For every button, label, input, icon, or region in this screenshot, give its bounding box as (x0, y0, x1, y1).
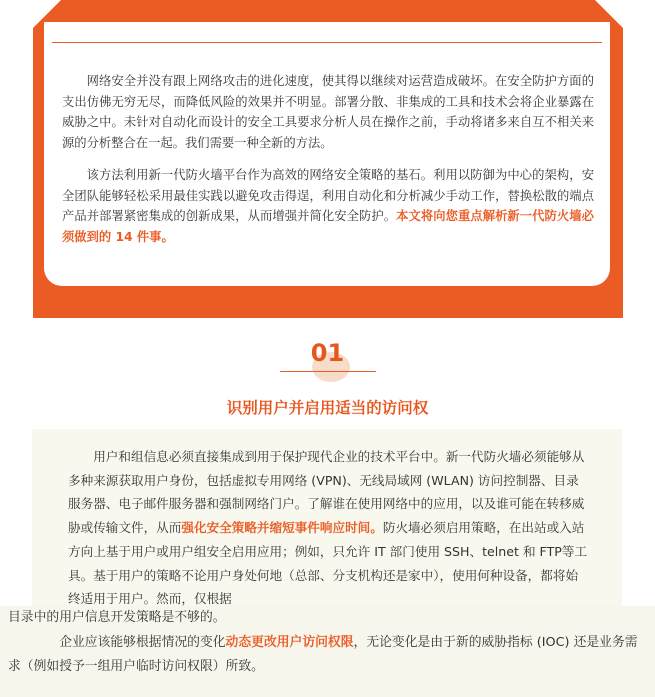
intro-paragraph-2 (62, 165, 594, 247)
body-paragraph (68, 445, 590, 611)
body-highlight: 强化安全策略并缩短事件响应时间。 (181, 520, 383, 536)
section-number-underline (280, 371, 376, 372)
section-number: 01 (310, 339, 345, 367)
tail-highlight: 动态更改用户访问权限 (225, 634, 354, 650)
body-paragraph-end: 防火墙必须启用策略，在出站或入站方向上基于用户或用户组安全启用应用；例如，只允许 IT 部门使用 SSH、telnet 和 FTP等工具。基于用户的策略不论用户身处何地（总部、分支机构还是家中），使用何种设备，都将始终适用于用户。然而，仅根据 (68, 520, 588, 607)
intro-paragraph-2-text: 该方法利用新一代防火墙平台作为高效的网络安全策略的基石。利用以防御为中心的架构，安全团队能够轻松采用最佳实践以避免攻击得逞，利用自动化和分析减少手动工作，替换松散的端点产品并部署紧密集成的创新成果，从而增强并简化安全防护。 (62, 168, 594, 223)
intro-card (44, 22, 610, 286)
tail-paragraph-end: ，无论变化是由于新的威胁指标 (IOC) 还是业务需求（例如授予一组用户临时访问权限）所致。 (8, 634, 638, 674)
tail-text (8, 606, 638, 680)
tail-paragraph (8, 631, 638, 680)
tail-line-1: 目录中的用户信息开发策略是不够的。 (8, 610, 226, 625)
section-title: 识别用户并启用适当的访问权 (226, 399, 429, 417)
intro-paragraph-1: 网络安全并没有跟上网络攻击的进化速度，使其得以继续对运营造成破坏。在安全防护方面的支出仿佛无穷无尽，而降低风险的效果并不明显。部署分散、非集成的工具和技术会将企业暴露在威胁之中。未针对自动化而设计的安全工具要求分析人员在操作之前，手动将诸多来自互不相关来源的分析整合在一起。我们需要一种全新的方法。 (62, 74, 594, 150)
intro-text (62, 71, 594, 247)
body-paragraph-start: 用户和组信息必须直接集成到用于保护现代企业的技术平台中。新一代防火墙必须能够从多种来源获取用户身份，包括虚拟专用网络 (VPN)、无线局域网 (WLAN) 访问控制器、目录服务器、电子邮件服务器和强制网络门户。了解谁在使用网络中的应用，以及谁可能在转移威胁或传输文件，从而 (68, 449, 585, 536)
intro-divider (52, 42, 602, 43)
intro-highlight: 本文将向您重点解析新一代防火墙必须做到的 14 件事。 (62, 209, 594, 244)
body-text (68, 445, 590, 611)
tail-paragraph-start: 企业应该能够根据情况的变化 (59, 634, 226, 650)
